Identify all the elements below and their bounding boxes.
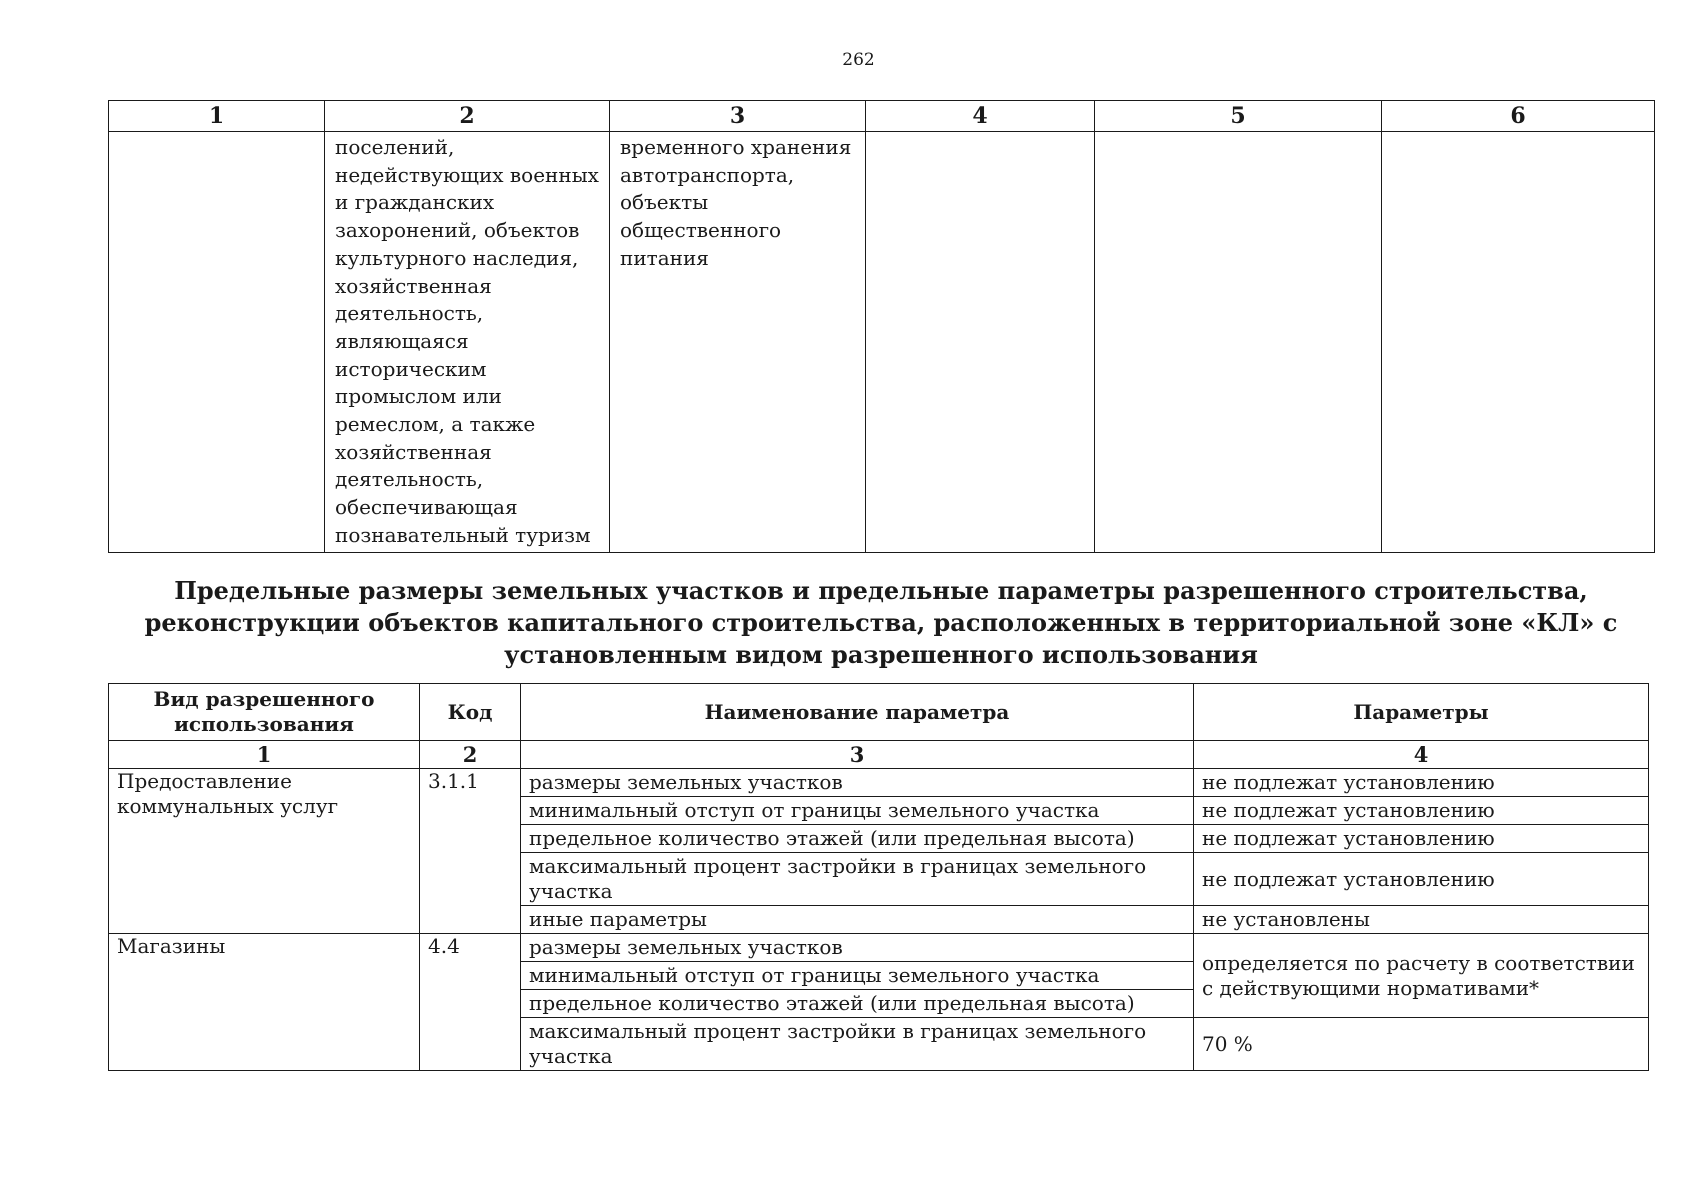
param-value: не установлены bbox=[1194, 906, 1649, 934]
param-name: максимальный процент застройки в границах земельного участка bbox=[521, 1018, 1194, 1071]
param-value: 70 % bbox=[1194, 1018, 1649, 1071]
column-number-row bbox=[109, 741, 1649, 769]
table-row bbox=[109, 934, 1649, 962]
header-row bbox=[109, 684, 1649, 741]
col-number: 3 bbox=[521, 741, 1194, 769]
continuation-table bbox=[108, 100, 1655, 553]
col-number: 4 bbox=[866, 101, 1095, 132]
header-use: Вид разрешенного использования bbox=[109, 684, 420, 741]
table-row bbox=[109, 132, 1655, 553]
table-cell: поселений, недействующих военных и гражданских захоронений, объектов культурного наследия, хозяйственная деятельность, являющаяся историческим промыслом или ремеслом, а также хозяйственная деятельность, обеспечивающая познавательный туризм bbox=[325, 132, 610, 553]
col-number: 1 bbox=[109, 101, 325, 132]
param-value: не подлежат установлению bbox=[1194, 769, 1649, 797]
table-cell bbox=[109, 132, 325, 553]
param-name: минимальный отступ от границы земельного участка bbox=[521, 962, 1194, 990]
parameters-table bbox=[108, 683, 1649, 1071]
param-name: иные параметры bbox=[521, 906, 1194, 934]
header-code: Код bbox=[420, 684, 521, 741]
param-name: предельное количество этажей (или предельная высота) bbox=[521, 990, 1194, 1018]
param-value: не подлежат установлению bbox=[1194, 797, 1649, 825]
param-name: размеры земельных участков bbox=[521, 769, 1194, 797]
section-heading: Предельные размеры земельных участков и предельные параметры разрешенного строительства, реконструкции объектов капитального строительства, расположенных в территориальной зоне «КЛ» с установленным видом разрешенного использования bbox=[144, 576, 1618, 669]
col-number: 2 bbox=[420, 741, 521, 769]
col-number: 2 bbox=[325, 101, 610, 132]
table-cell bbox=[866, 132, 1095, 553]
table-cell bbox=[1382, 132, 1655, 553]
page-number: 262 bbox=[842, 50, 875, 70]
param-name: минимальный отступ от границы земельного участка bbox=[521, 797, 1194, 825]
code-cell: 4.4 bbox=[420, 934, 521, 1071]
param-name: максимальный процент застройки в границах земельного участка bbox=[521, 853, 1194, 906]
table-row bbox=[109, 769, 1649, 797]
use-cell: Магазины bbox=[109, 934, 420, 1071]
col-number: 1 bbox=[109, 741, 420, 769]
header-params: Параметры bbox=[1194, 684, 1649, 741]
param-value: не подлежат установлению bbox=[1194, 825, 1649, 853]
param-value: не подлежат установлению bbox=[1194, 853, 1649, 906]
param-value-merged: определяется по расчету в соответствии с действующими нормативами* bbox=[1194, 934, 1649, 1018]
table-cell bbox=[1095, 132, 1382, 553]
col-number: 4 bbox=[1194, 741, 1649, 769]
table-cell: временного хранения автотранспорта, объекты общественного питания bbox=[610, 132, 866, 553]
param-name: размеры земельных участков bbox=[521, 934, 1194, 962]
header-param-name: Наименование параметра bbox=[521, 684, 1194, 741]
code-cell: 3.1.1 bbox=[420, 769, 521, 934]
use-cell: Предоставление коммунальных услуг bbox=[109, 769, 420, 934]
col-number: 5 bbox=[1095, 101, 1382, 132]
param-name: предельное количество этажей (или предельная высота) bbox=[521, 825, 1194, 853]
column-number-row bbox=[109, 101, 1655, 132]
col-number: 6 bbox=[1382, 101, 1655, 132]
col-number: 3 bbox=[610, 101, 866, 132]
